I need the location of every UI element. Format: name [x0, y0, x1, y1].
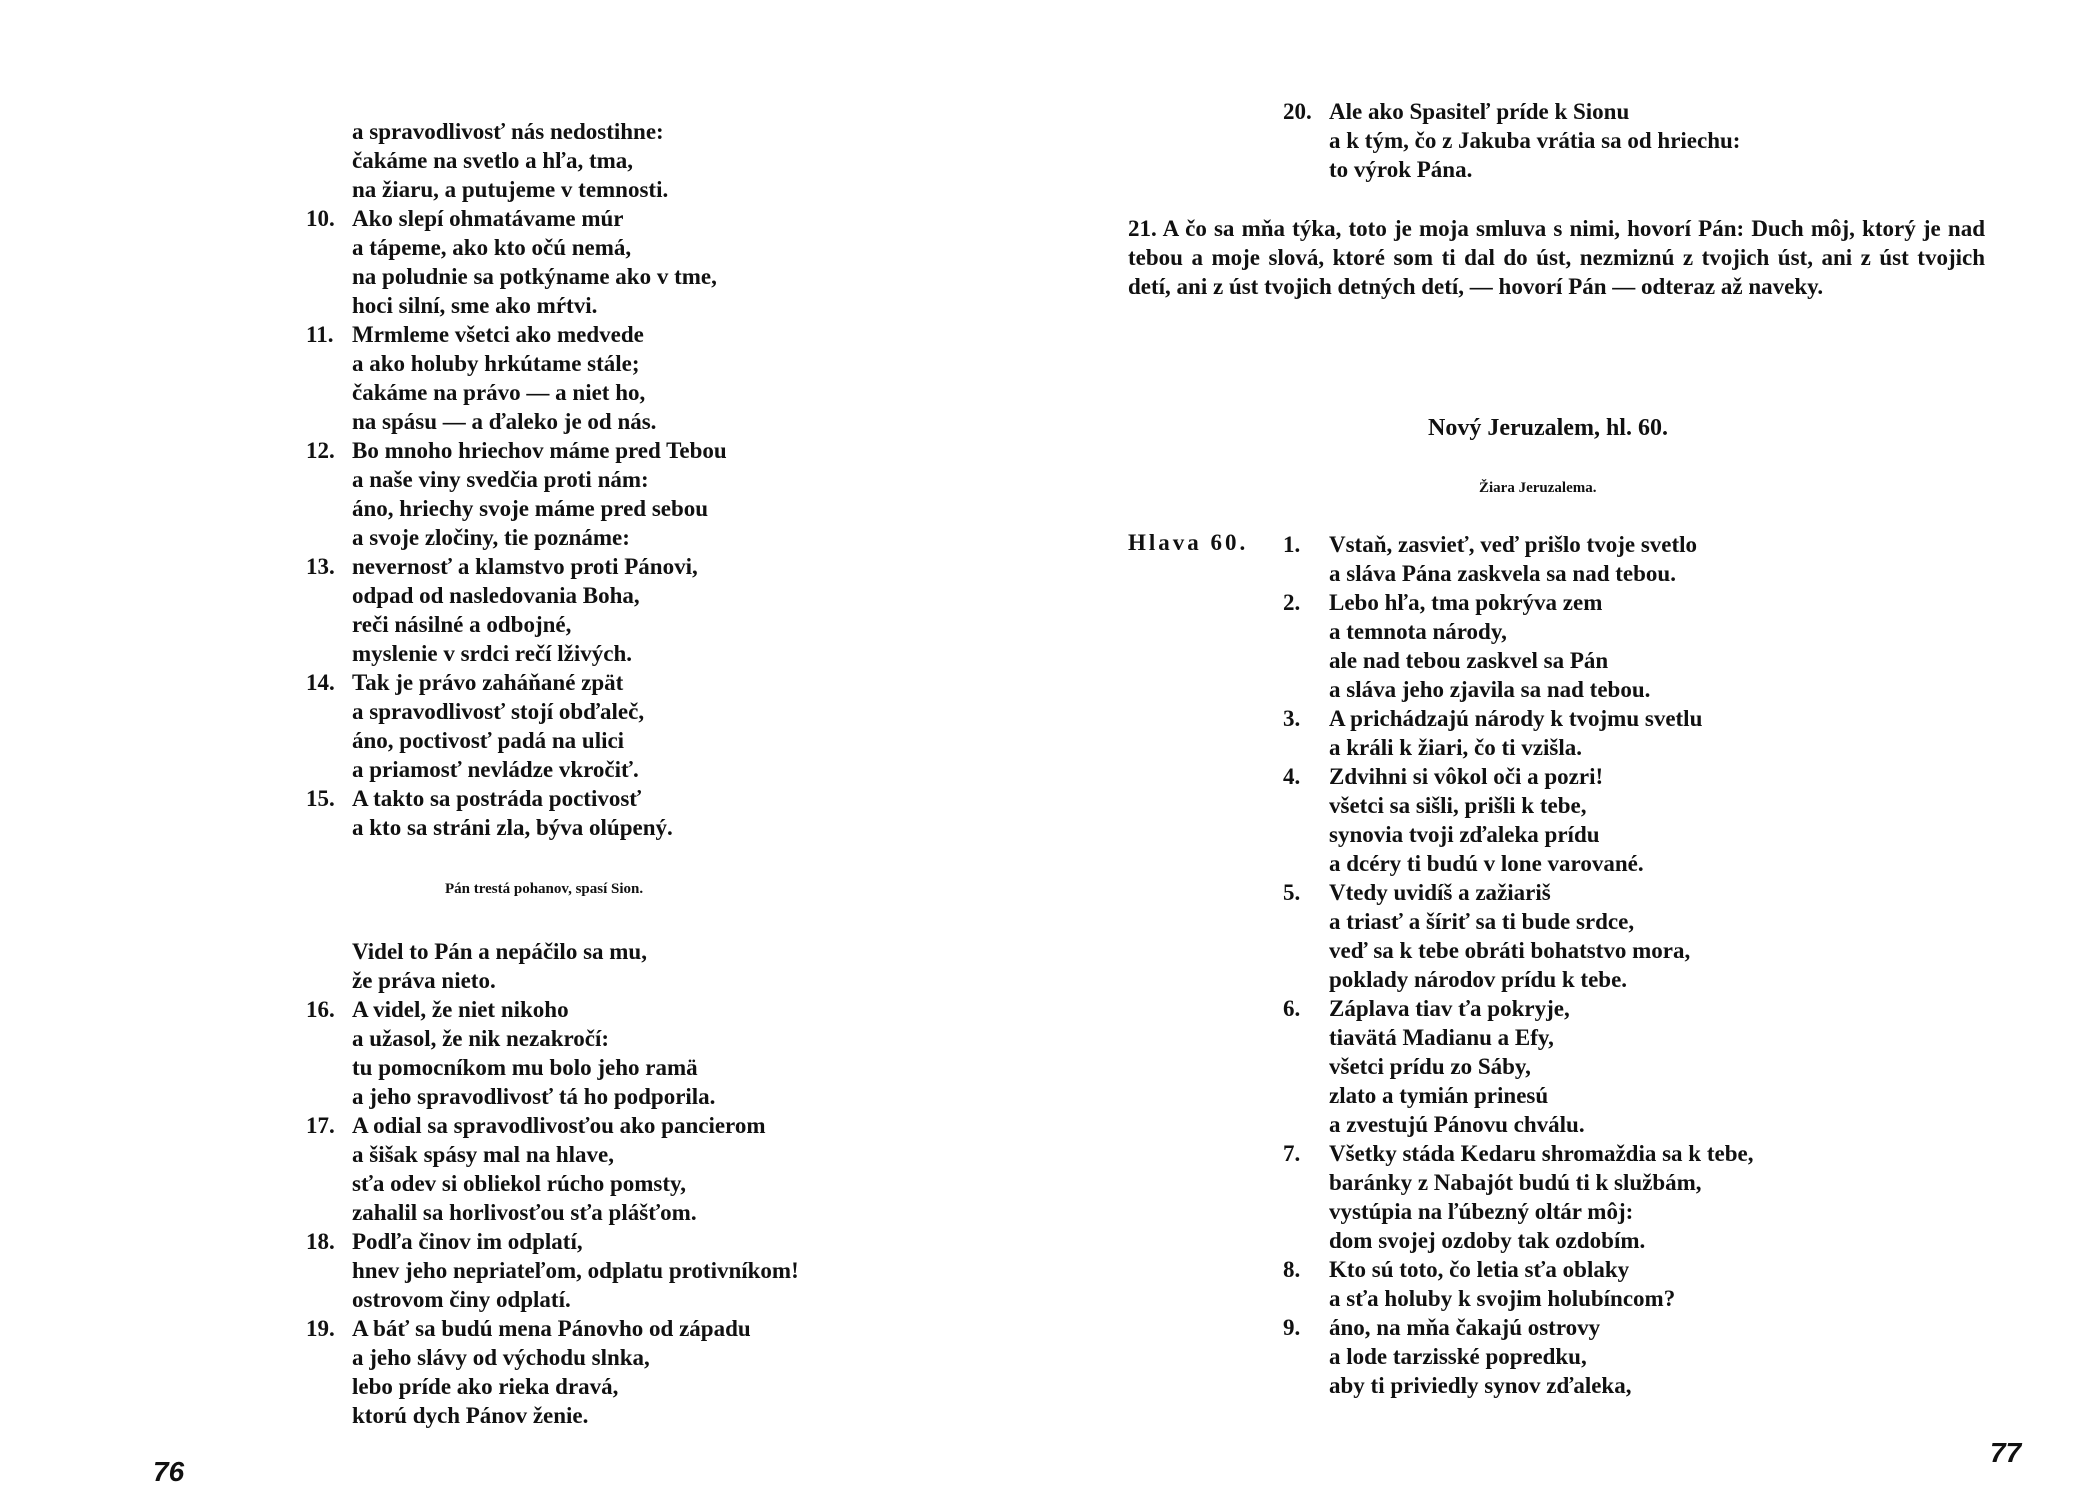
verse-number: 15.	[306, 786, 335, 811]
verse-text: Tak je právo zaháňané zpät	[352, 670, 624, 695]
verse-number: 8.	[1283, 1257, 1301, 1282]
verse-line	[1283, 878, 1753, 907]
verse-text: Lebo hľa, tma pokrýva zem	[1329, 590, 1603, 615]
verse-line	[352, 349, 727, 378]
verse-number: 17.	[306, 1113, 335, 1138]
section-title: Nový Jeruzalem, hl. 60.	[1428, 415, 1668, 441]
verse-line	[352, 1343, 799, 1372]
verse-text: A odial sa spravodlivosťou ako pancierom	[352, 1113, 766, 1138]
section-subtitle: Žiara Jeruzalema.	[1479, 480, 1597, 496]
verse-text: vystúpia na ľúbezný oltár môj:	[1329, 1199, 1634, 1224]
verse-line	[1283, 588, 1753, 617]
right-verse-block-2	[1283, 530, 1754, 1400]
verse-line	[1329, 907, 1753, 936]
verse-text: Zdvihni si vôkol oči a pozri!	[1329, 764, 1604, 789]
verse-line	[306, 668, 727, 697]
verse-text: všetci sa sišli, prišli k tebe,	[1329, 793, 1587, 818]
verse-line	[306, 204, 727, 233]
verse-text: a sláva jeho zjavila sa nad tebou.	[1329, 677, 1651, 702]
verse-line	[1329, 1226, 1753, 1255]
verse-text: tiavätá Madianu a Efy,	[1329, 1025, 1554, 1050]
verse-line	[306, 995, 799, 1024]
verse-text: že práva nieto.	[352, 968, 496, 993]
verse-line	[352, 937, 799, 966]
verse-line	[306, 784, 727, 813]
verse-text: a sláva Pána zaskvela sa nad tebou.	[1329, 561, 1676, 586]
verse-text: Videl to Pán a nepáčilo sa mu,	[352, 939, 647, 964]
verse-line	[352, 1024, 799, 1053]
verse-line	[1283, 1139, 1754, 1168]
verse-text: áno, poctivosť padá na ulici	[352, 728, 625, 753]
right-page-number: 77	[1990, 1437, 2022, 1468]
verse-line	[1329, 559, 1753, 588]
verse-text: a svoje zločiny, tie poznáme:	[352, 525, 630, 550]
verse-line	[352, 465, 727, 494]
verse-text: Ale ako Spasiteľ príde k Sionu	[1329, 99, 1630, 124]
verse-line	[352, 1372, 799, 1401]
verse-line	[1283, 994, 1753, 1023]
verse-text: Kto sú toto, čo letia sťa oblaky	[1329, 1257, 1630, 1282]
verse-number: 14.	[306, 670, 335, 695]
verse-line	[1329, 1023, 1753, 1052]
verse-text: aby ti priviedly synov zďaleka,	[1329, 1373, 1632, 1398]
verse-text: A takto sa postráda poctivosť	[352, 786, 642, 811]
verse-line	[1329, 1081, 1753, 1110]
verse-text: a jeho slávy od východu slnka,	[352, 1345, 650, 1370]
verse-text: baránky z Nabajót budú ti k službám,	[1329, 1170, 1702, 1195]
verse-line	[1329, 646, 1753, 675]
verse-text: a sťa holuby k svojim holubíncom?	[1329, 1286, 1676, 1311]
verse-line	[1283, 530, 1753, 559]
verse-line	[306, 1227, 799, 1256]
verse-text: a spravodlivosť nás nedostihne:	[352, 119, 664, 144]
verse-text: a šišak spásy mal na hlave,	[352, 1142, 615, 1167]
verse-text: na spásu — a ďaleko je od nás.	[352, 409, 657, 434]
verse-text: ktorú dych Pánov ženie.	[352, 1403, 589, 1428]
verse-line	[352, 146, 727, 175]
verse-line	[352, 639, 727, 668]
verse-line	[1329, 820, 1753, 849]
verse-text: áno, na mňa čakajú ostrovy	[1329, 1315, 1601, 1340]
verse-text: zahalil sa horlivosťou sťa plášťom.	[352, 1200, 697, 1225]
left-verse-block-1	[306, 117, 727, 842]
verse-number: 3.	[1283, 706, 1301, 731]
verse-number: 11.	[306, 322, 334, 347]
verse-line	[1283, 1313, 1753, 1342]
verse-line	[1329, 1284, 1753, 1313]
verse-line	[1329, 936, 1753, 965]
verse-text: tu pomocníkom mu bolo jeho ramä	[352, 1055, 698, 1080]
verse-number: 19.	[306, 1316, 335, 1341]
left-page-number: 76	[153, 1456, 185, 1487]
verse-line	[352, 494, 727, 523]
verse-line	[1283, 1255, 1753, 1284]
verse-line	[1329, 791, 1753, 820]
verse-line	[352, 1082, 799, 1111]
verse-line	[352, 175, 727, 204]
verse-number: 7.	[1283, 1141, 1301, 1166]
verse-text: A videl, že niet nikoho	[352, 997, 569, 1022]
verse-line	[352, 117, 727, 146]
verse-text: a k tým, čo z Jakuba vrátia sa od hriechu:	[1329, 128, 1741, 153]
verse-text: to výrok Pána.	[1329, 157, 1473, 182]
verse-line	[352, 1140, 799, 1169]
verse-number: 16.	[306, 997, 335, 1022]
verse-line	[1283, 704, 1753, 733]
verse-text: A prichádzajú národy k tvojmu svetlu	[1329, 706, 1703, 731]
verse-line	[352, 581, 727, 610]
verse-line	[352, 966, 799, 995]
verse-text: reči násilné a odbojné,	[352, 612, 572, 637]
verse-text: na žiaru, a putujeme v temnosti.	[352, 177, 669, 202]
verse-text: a užasol, že nik nezakročí:	[352, 1026, 610, 1051]
verse-line	[306, 320, 727, 349]
verse-text: a dcéry ti budú v lone varované.	[1329, 851, 1644, 876]
verse-text: zlato a tymián prinesú	[1329, 1083, 1549, 1108]
verse-line	[1329, 617, 1753, 646]
verse-number: 10.	[306, 206, 335, 231]
verse-text: Všetky stáda Kedaru shromaždia sa k tebe,	[1329, 1141, 1754, 1166]
verse-text: odpad od nasledovania Boha,	[352, 583, 640, 608]
verse-text: Mrmleme všetci ako medvede	[352, 322, 644, 347]
verse-number: 9.	[1283, 1315, 1301, 1340]
verse-text: sťa odev si obliekol rúcho pomsty,	[352, 1171, 687, 1196]
verse-line	[352, 610, 727, 639]
verse-text: ale nad tebou zaskvel sa Pán	[1329, 648, 1609, 673]
verse-text: čakáme na svetlo a hľa, tma,	[352, 148, 634, 173]
verse-line	[352, 726, 727, 755]
verse-line	[352, 1256, 799, 1285]
verse-line	[1329, 126, 1740, 155]
verse-text: hoci silní, sme ako mŕtvi.	[352, 293, 598, 318]
verse-text: Záplava tiav ťa pokryje,	[1329, 996, 1570, 1021]
verse-text: všetci prídu zo Sáby,	[1329, 1054, 1531, 1079]
verse-number: 13.	[306, 554, 335, 579]
verse-text: a králi k žiari, čo ti vzišla.	[1329, 735, 1582, 760]
verse-text: a naše viny svedčia proti nám:	[352, 467, 649, 492]
verse-text: áno, hriechy svoje máme pred sebou	[352, 496, 709, 521]
verse-line	[352, 1285, 799, 1314]
verse-line	[352, 1401, 799, 1430]
verse-text: a temnota národy,	[1329, 619, 1507, 644]
verse-number: 6.	[1283, 996, 1301, 1021]
verse-line	[1329, 1342, 1753, 1371]
verse-text: Ako slepí ohmatávame múr	[352, 206, 624, 231]
verse-number: 1.	[1283, 532, 1301, 557]
verse-line	[352, 697, 727, 726]
verse-21-paragraph: 21. A čo sa mňa týka, toto je moja smluva s nimi, hovorí Pán: Duch môj, ktorý je nad tebou a moje slová, ktoré som ti dal do úst, nezmiznú z tvojich úst, ani z úst tvojich detí, ani z úst tvojich detných detí, — hovorí Pán — odteraz až naveky.	[1128, 216, 1985, 299]
verse-number: 5.	[1283, 880, 1301, 905]
verse-text: Vtedy uvidíš a zažiariš	[1329, 880, 1551, 905]
verse-line	[306, 1111, 799, 1140]
verse-text: na poludnie sa potkýname ako v tme,	[352, 264, 717, 289]
verse-line	[1329, 1110, 1753, 1139]
verse-text: a spravodlivosť stojí obďaleč,	[352, 699, 645, 724]
verse-text: a ako holuby hrkútame stále;	[352, 351, 640, 376]
verse-text: Bo mnoho hriechov máme pred Tebou	[352, 438, 727, 463]
verse-text: synovia tvoji zďaleka prídu	[1329, 822, 1600, 847]
verse-text: a kto sa stráni zla, býva olúpený.	[352, 815, 673, 840]
chapter-label: Hlava 60.	[1128, 530, 1249, 555]
verse-line	[306, 552, 727, 581]
verse-line	[1329, 849, 1753, 878]
verse-line	[352, 1169, 799, 1198]
verse-line	[1329, 155, 1740, 184]
verse-text: hnev jeho nepriateľom, odplatu protivníkom!	[352, 1258, 799, 1283]
verse-line	[306, 1314, 799, 1343]
verse-number: 4.	[1283, 764, 1301, 789]
verse-line	[352, 233, 727, 262]
verse-line	[352, 813, 727, 842]
verse-line	[352, 407, 727, 436]
verse-line	[1283, 97, 1740, 126]
verse-text: a triasť a šíriť sa ti bude srdce,	[1329, 909, 1635, 934]
verse-line	[306, 436, 727, 465]
right-verse-block-1	[1283, 97, 1741, 184]
verse-line	[1329, 965, 1753, 994]
verse-line	[352, 291, 727, 320]
verse-text: a priamosť nevládze vkročiť.	[352, 757, 639, 782]
verse-line	[1329, 1052, 1753, 1081]
verse-text: a tápeme, ako kto očú nemá,	[352, 235, 632, 260]
verse-text: Vstaň, zasvieť, veď prišlo tvoje svetlo	[1329, 532, 1698, 557]
verse-text: a jeho spravodlivosť tá ho podporila.	[352, 1084, 716, 1109]
verse-text: A báť sa budú mena Pánovho od západu	[352, 1316, 751, 1341]
verse-line	[352, 378, 727, 407]
verse-text: a zvestujú Pánovu chválu.	[1329, 1112, 1585, 1137]
verse-text: poklady národov prídu k tebe.	[1329, 967, 1628, 992]
verse-line	[1329, 675, 1753, 704]
verse-text: dom svojej ozdoby tak ozdobím.	[1329, 1228, 1646, 1253]
verse-line	[1329, 1168, 1753, 1197]
verse-text: lebo príde ako rieka dravá,	[352, 1374, 619, 1399]
verse-text: nevernosť a klamstvo proti Pánovi,	[352, 554, 698, 579]
verse-text: veď sa k tebe obráti bohatstvo mora,	[1329, 938, 1691, 963]
verse-number: 12.	[306, 438, 335, 463]
verse-line	[1329, 733, 1753, 762]
verse-line	[1329, 1371, 1753, 1400]
verse-number: 20.	[1283, 99, 1312, 124]
left-subheading: Pán trestá pohanov, spasí Sion.	[445, 881, 644, 897]
verse-text: Podľa činov im odplatí,	[352, 1229, 583, 1254]
verse-line	[352, 1053, 799, 1082]
left-verse-block-2	[306, 937, 799, 1430]
verse-number: 18.	[306, 1229, 335, 1254]
verse-text: čakáme na právo — a niet ho,	[352, 380, 646, 405]
verse-line	[1329, 1197, 1753, 1226]
verse-text: ostrovom činy odplatí.	[352, 1287, 571, 1312]
verse-line	[352, 1198, 799, 1227]
verse-line	[352, 755, 727, 784]
right-page	[1043, 0, 2086, 1500]
verse-line	[1283, 762, 1753, 791]
verse-line	[352, 523, 727, 552]
verse-text: myslenie v srdci rečí lživých.	[352, 641, 632, 666]
verse-line	[352, 262, 727, 291]
verse-text: a lode tarzisské popredku,	[1329, 1344, 1587, 1369]
verse-number: 2.	[1283, 590, 1301, 615]
